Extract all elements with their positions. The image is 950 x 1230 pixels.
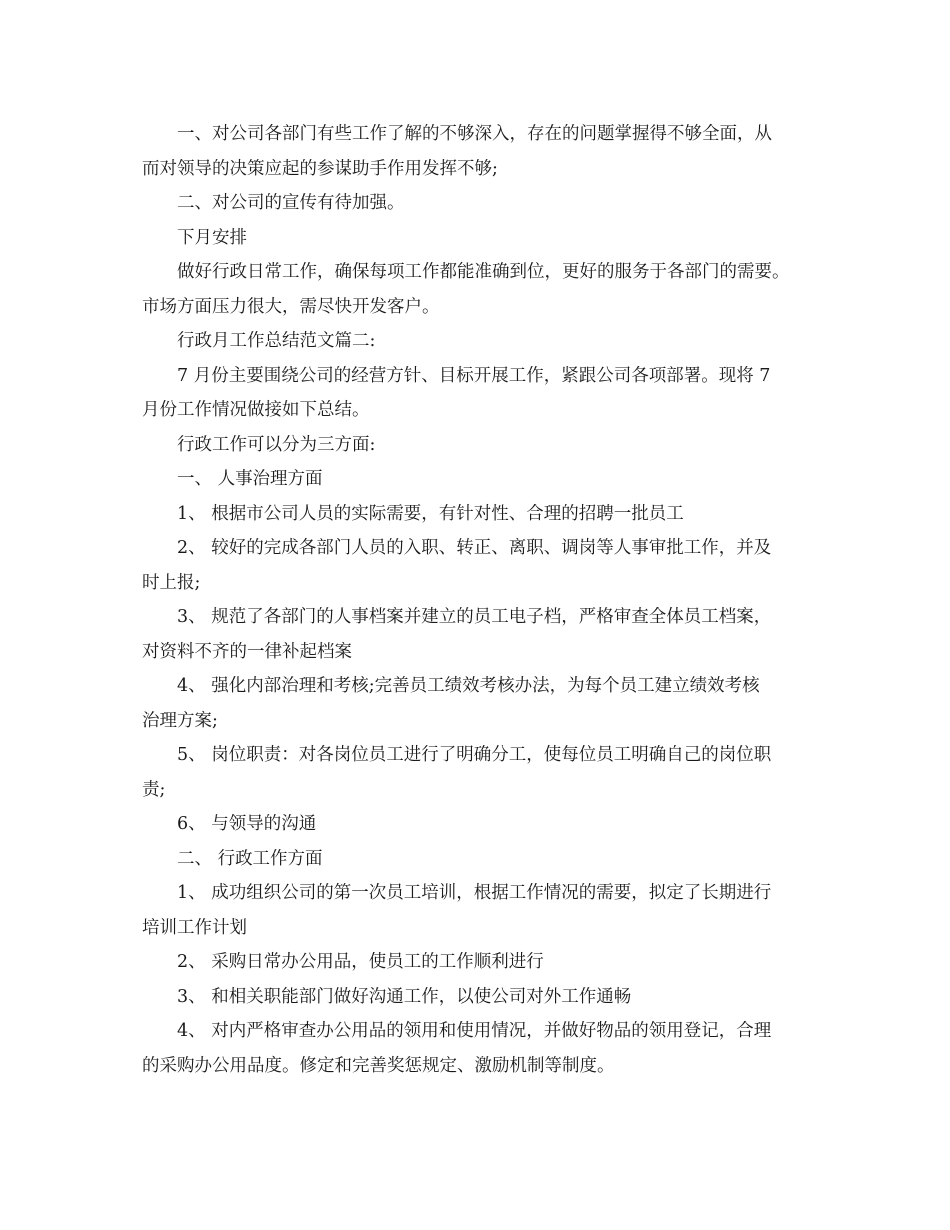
text-line: 3、 规范了各部门的人事档案并建立的员工电子档，严格审查全体员工档案， xyxy=(177,607,772,627)
text-line: 培训工作计划 xyxy=(142,917,247,938)
paragraph xyxy=(142,980,814,1015)
text-line: 4、 对内严格审查办公用品的领用和使用情况，并做好物品的领用登记，合理 xyxy=(177,1021,772,1041)
text-line: 行政月工作总结范文篇二: xyxy=(177,331,376,351)
paragraph xyxy=(142,186,814,221)
paragraph xyxy=(142,359,814,428)
text-line: 二、对公司的宣传有待加强。 xyxy=(177,193,405,213)
text-line: 对资料不齐的一律补起档案 xyxy=(142,641,352,662)
paragraph xyxy=(142,462,814,497)
text-line: 1、 根据市公司人员的实际需要，有针对性、合理的招聘一批员工 xyxy=(177,503,684,524)
text-line: 3、 和相关职能部门做好沟通工作，以使公司对外工作通畅 xyxy=(177,986,632,1007)
text-line: 4、 强化内部治理和考核;完善员工绩效考核办法，为每个员工建立绩效考核 xyxy=(177,676,760,696)
text-line: 市场方面压力很大，需尽快开发客户。 xyxy=(142,296,440,317)
paragraph xyxy=(142,255,814,324)
text-line: 5、 岗位职责：对各岗位员工进行了明确分工，使每位员工明确自己的岗位职 xyxy=(177,745,772,765)
text-line: 一、 人事治理方面 xyxy=(177,469,323,489)
text-line: 6、 与领导的沟通 xyxy=(177,814,317,834)
text-line: 治理方案; xyxy=(142,710,218,731)
text-line: 2、 采购日常办公用品，使员工的工作顺利进行 xyxy=(177,952,544,972)
document-body xyxy=(142,117,814,1083)
paragraph xyxy=(142,669,814,738)
text-line: 1、 成功组织公司的第一次员工培训，根据工作情况的需要，拟定了长期进行 xyxy=(177,883,772,903)
paragraph xyxy=(142,945,814,980)
text-line: 责; xyxy=(142,779,166,800)
paragraph xyxy=(142,324,814,359)
paragraph xyxy=(142,738,814,807)
text-line: 7 月份主要围绕公司的经营方针、目标开展工作，紧跟公司各项部署。现将 7 xyxy=(177,365,771,386)
text-line: 时上报; xyxy=(142,572,201,593)
paragraph xyxy=(142,600,814,669)
paragraph xyxy=(142,117,814,186)
paragraph xyxy=(142,842,814,877)
text-line: 下月安排 xyxy=(177,227,247,248)
paragraph xyxy=(142,807,814,842)
text-line: 一、对公司各部门有些工作了解的不够深入，存在的问题掌握得不够全面，从 xyxy=(177,124,772,144)
paragraph xyxy=(142,531,814,600)
paragraph xyxy=(142,497,814,532)
text-line: 而对领导的决策应起的参谋助手作用发挥不够; xyxy=(142,158,498,179)
paragraph xyxy=(142,428,814,463)
text-line: 行政工作可以分为三方面: xyxy=(177,434,376,455)
paragraph xyxy=(142,1014,814,1083)
text-line: 做好行政日常工作，确保每项工作都能准确到位，更好的服务于各部门的需要。 xyxy=(177,262,790,282)
paragraph xyxy=(142,221,814,256)
text-line: 的采购办公用品度。修定和完善奖惩规定、激励机制等制度。 xyxy=(142,1055,615,1076)
text-line: 2、 较好的完成各部门人员的入职、转正、离职、调岗等人事审批工作，并及 xyxy=(177,538,772,558)
text-line: 二、 行政工作方面 xyxy=(177,848,323,869)
paragraph xyxy=(142,876,814,945)
text-line: 月份工作情况做接如下总结。 xyxy=(142,400,370,420)
